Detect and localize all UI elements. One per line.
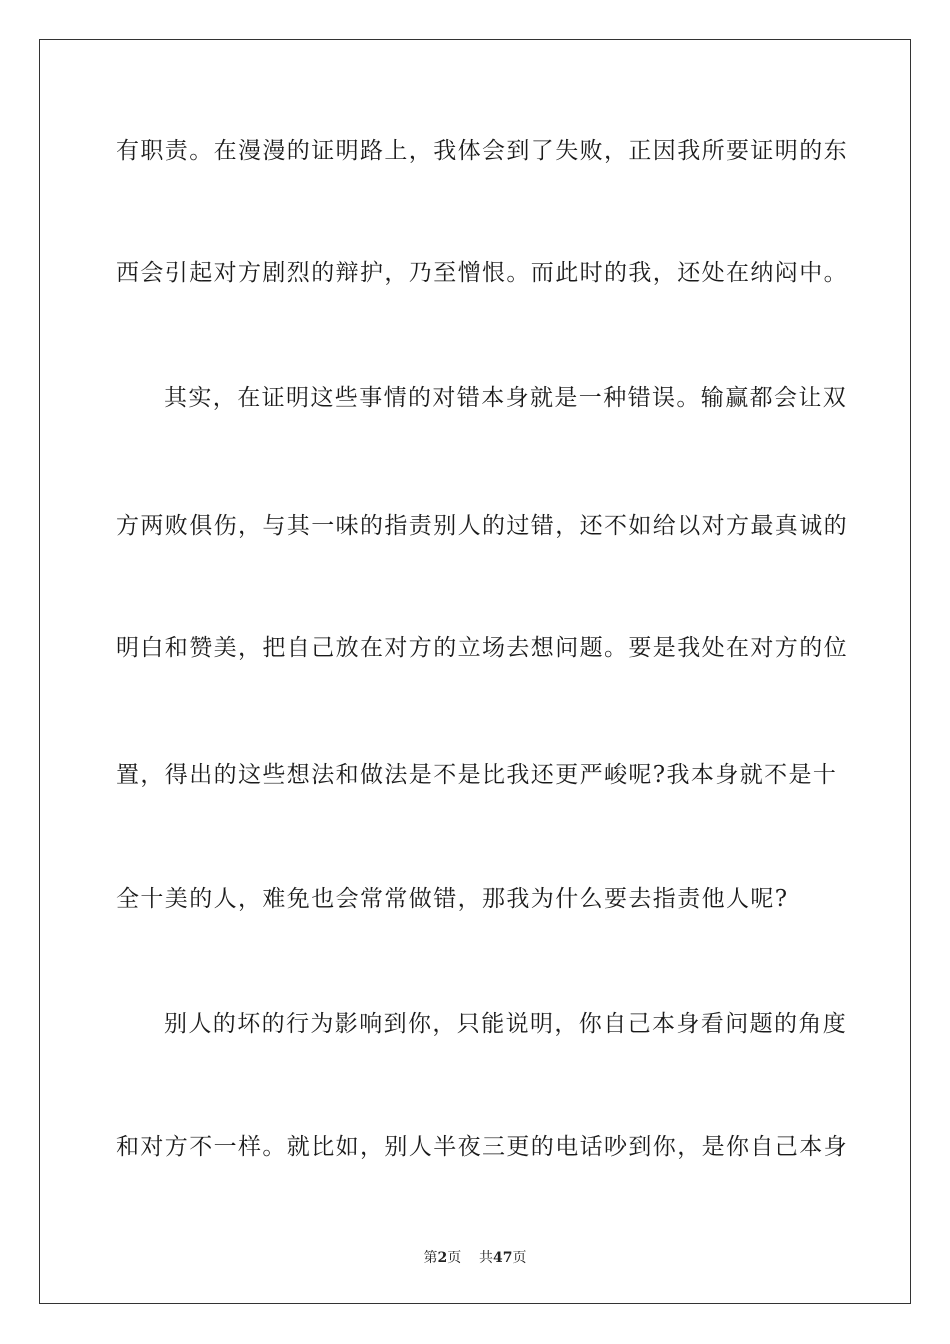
text-line: 明白和赞美，把自己放在对方的立场去想问题。要是我处在对方的位: [116, 635, 848, 661]
text-line: 全十美的人，难免也会常常做错，那我为什么要去指责他人呢?: [116, 886, 789, 912]
text-line: 有职责。在漫漫的证明路上，我体会到了失败，正因我所要证明的东: [116, 138, 848, 164]
page-border: [39, 39, 911, 1304]
text-line: 方两败俱伤，与其一味的指责别人的过错，还不如给以对方最真诚的: [116, 513, 848, 539]
text-line: 和对方不一样。就比如，别人半夜三更的电话吵到你，是你自己本身: [116, 1134, 848, 1160]
current-page-number: 2: [437, 1250, 448, 1266]
text-line: 置，得出的这些想法和做法是不是比我还更严峻呢?我本身就不是十: [116, 762, 838, 788]
page-number-footer: [0, 1247, 950, 1267]
total-page-count: 47: [493, 1250, 513, 1266]
total-suffix: 页: [512, 1250, 527, 1266]
paragraph-start-line: 别人的坏的行为影响到你，只能说明，你自己本身看问题的角度: [164, 1011, 848, 1037]
text-line: 西会引起对方剧烈的辩护，乃至憎恨。而此时的我，还处在纳闷中。: [116, 260, 848, 286]
total-prefix: 共: [479, 1250, 494, 1266]
page-prefix: 第: [423, 1250, 438, 1266]
paragraph-start-line: 其实，在证明这些事情的对错本身就是一种错误。输赢都会让双: [164, 385, 848, 411]
page-suffix: 页: [447, 1250, 462, 1266]
